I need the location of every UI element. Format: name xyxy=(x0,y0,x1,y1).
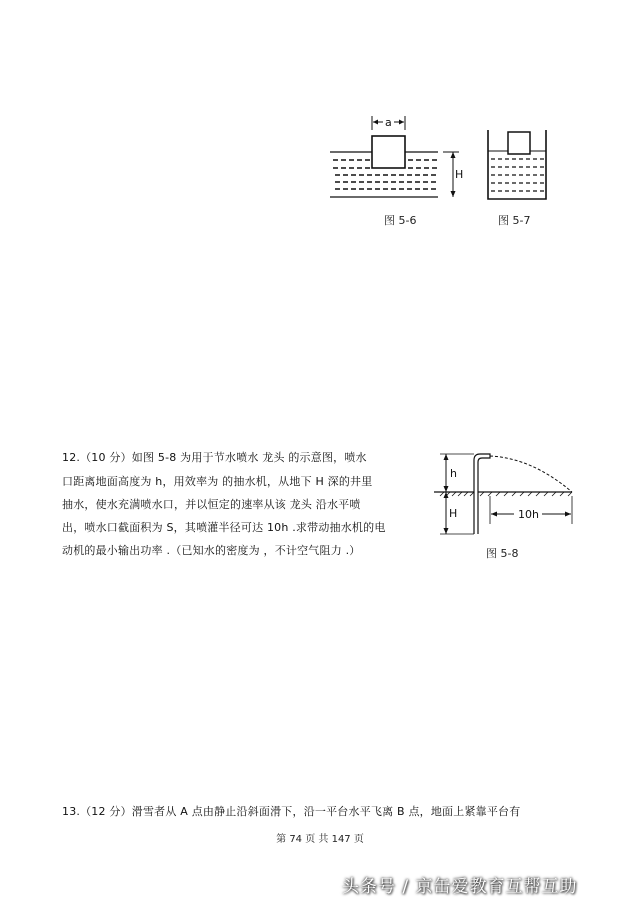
fig58-label-10h: 10h xyxy=(518,508,539,521)
problem12-line-1: 12.（10 分）如图 5-8 为用于节水喷水 龙头 的示意图，喷水 xyxy=(62,451,367,464)
figure-5-7 xyxy=(482,126,552,206)
fig56-label-a: a xyxy=(385,116,392,129)
fig57-caption: 图 5-7 xyxy=(498,214,531,227)
problem12-line-5: 动机的最小输出功率 .（已知水的密度为 ，不计空气阻力 .） xyxy=(62,544,361,557)
fig58-caption: 图 5-8 xyxy=(486,547,519,560)
problem12-line-2: 口距离地面高度为 h，用效率为 的抽水机，从地下 H 深的井里 xyxy=(62,475,373,488)
figure-5-8 xyxy=(432,446,582,541)
problem13-line: 13.（12 分）滑雪者从 A 点由静止沿斜面滑下，沿一平台水平飞离 B 点，地面上紧靠平台有 xyxy=(62,805,521,818)
fig56-caption: 图 5-6 xyxy=(384,214,417,227)
page-number: 第 74 页 共 147 页 xyxy=(276,834,364,845)
fig58-label-H: H xyxy=(449,507,458,520)
problem12-line-3: 抽水，使水充满喷水口，并以恒定的速率从该 龙头 沿水平喷 xyxy=(62,498,361,511)
fig58-label-h: h xyxy=(450,467,457,480)
watermark: 头条号 / 京缶爱教育互帮互助 xyxy=(342,877,578,897)
fig56-label-H: H xyxy=(455,168,464,181)
figure-5-6 xyxy=(325,108,475,208)
problem12-line-4: 出，喷水口截面积为 S，其喷灌半径可达 10h .求带动抽水机的电 xyxy=(62,521,386,534)
